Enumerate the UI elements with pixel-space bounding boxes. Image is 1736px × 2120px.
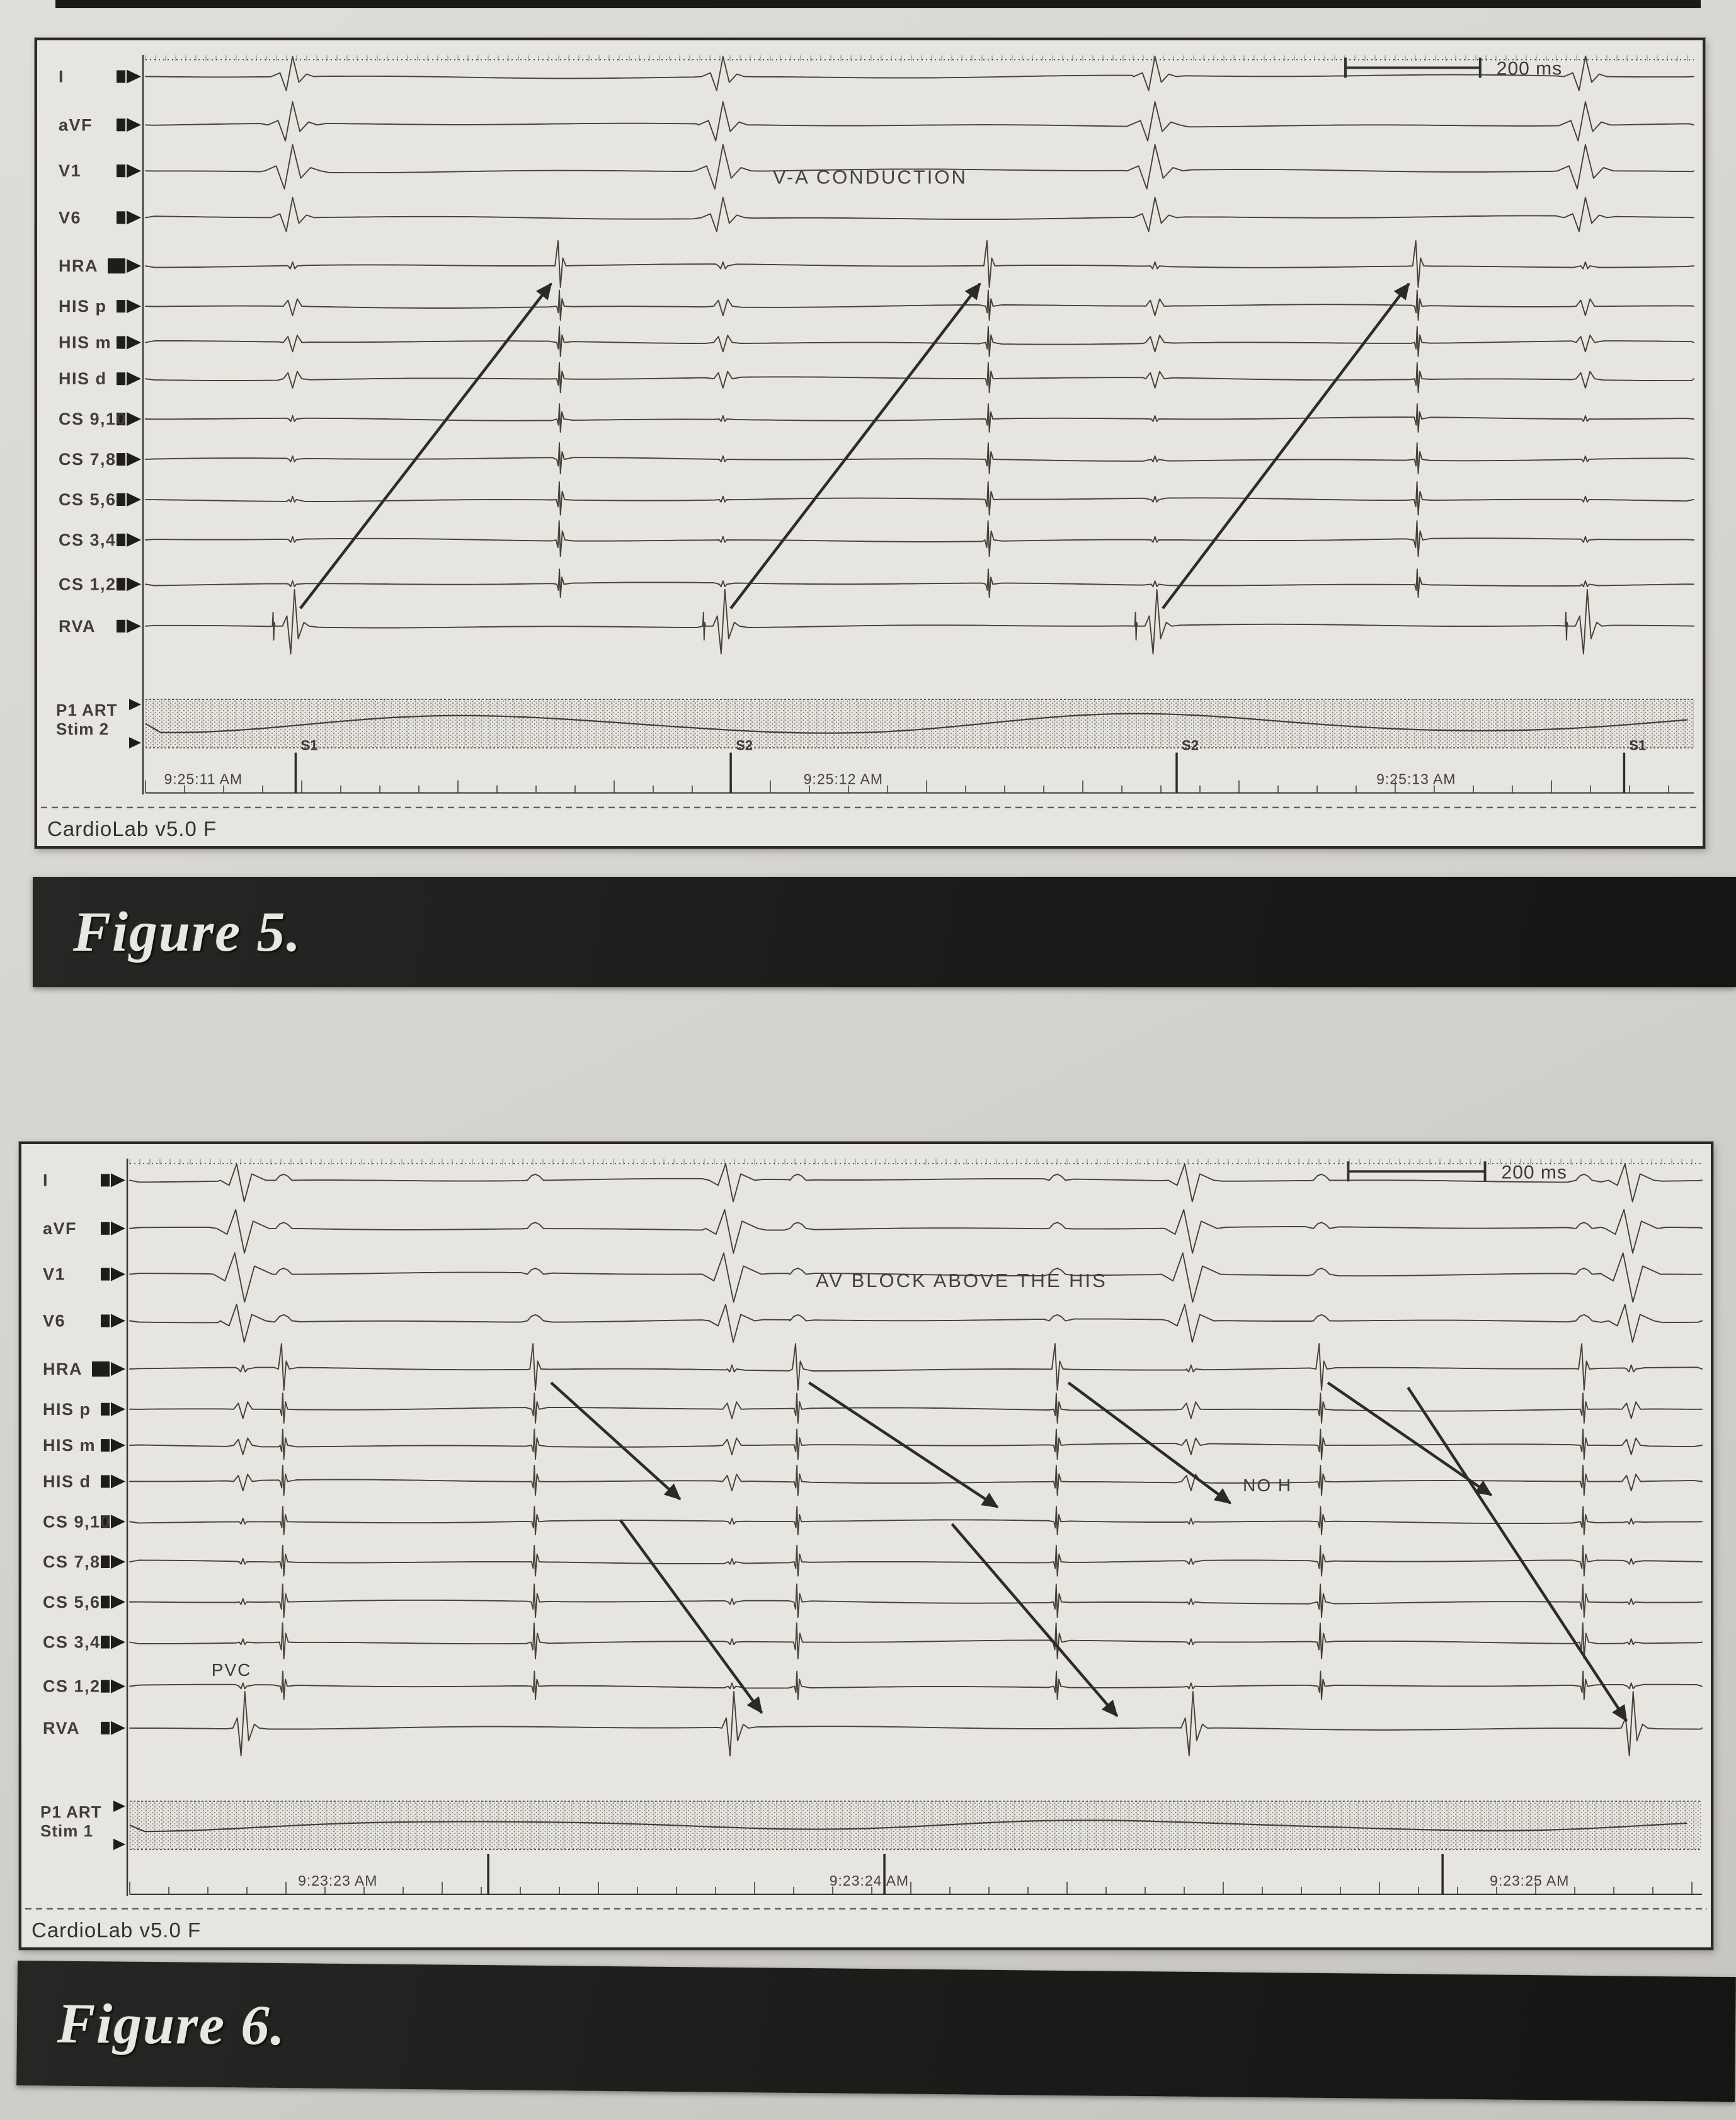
channel-label-cs-7-8: CS 7,8 <box>43 1552 101 1571</box>
stim-marker-label: S1 <box>1629 737 1647 753</box>
timestamp: 9:25:11 AM <box>164 771 243 788</box>
channel-label-his-m: HIS m <box>59 333 112 352</box>
channel-connector-icon <box>117 118 141 132</box>
annotation-pvc: PVC <box>211 1660 252 1680</box>
channel-label-avf: aVF <box>43 1218 77 1238</box>
channel-label-v1: V1 <box>59 161 82 181</box>
stim-marker-label: S2 <box>736 737 753 753</box>
trace-avf <box>146 102 1694 141</box>
channel-connector-icon <box>117 452 141 466</box>
channel-connector-icon <box>117 533 141 547</box>
trace-his-d <box>146 363 1694 393</box>
stim-channel-label: Stim 1 <box>40 1821 94 1840</box>
trace-cs-5-6 <box>130 1584 1702 1618</box>
trace-his-p <box>146 290 1694 321</box>
conduction-arrow <box>731 284 980 608</box>
channel-label-i: I <box>59 67 65 86</box>
channel-connector-icon <box>117 372 141 386</box>
trace-cs-7-8 <box>146 443 1694 474</box>
channel-label-v1: V1 <box>43 1264 66 1284</box>
trace-cs-1-2 <box>146 569 1694 597</box>
trace-hra <box>146 241 1694 287</box>
channel-label-his-d: HIS d <box>43 1472 91 1491</box>
trace-i <box>146 57 1694 91</box>
channel-label-his-d: HIS d <box>59 369 107 389</box>
channel-label-hra: HRA <box>59 256 98 276</box>
channel-label-cs-1-2: CS 1,2 <box>43 1676 101 1696</box>
channel-connector-icon <box>92 1361 125 1377</box>
trace-v6 <box>146 197 1694 231</box>
channel-connector-icon <box>101 1314 125 1328</box>
trace-i <box>130 1164 1702 1201</box>
conduction-arrow <box>620 1520 762 1713</box>
scale-bar <box>1348 1161 1567 1183</box>
conduction-arrows <box>300 284 1409 608</box>
annotation-no-h: NO H <box>1243 1475 1293 1495</box>
trace-cs-9-10 <box>130 1506 1702 1535</box>
channel-connector-icon <box>101 1268 125 1281</box>
figure5-ep-tracing <box>37 40 1703 846</box>
channel-label-v6: V6 <box>59 208 82 227</box>
channel-connector-icon <box>101 1595 125 1609</box>
arterial-pressure-band <box>129 699 1694 748</box>
trace-cs-1-2 <box>130 1671 1702 1700</box>
channel-label-cs-3-4: CS 3,4 <box>59 530 117 549</box>
figure5-caption: Figure 5. <box>73 901 302 963</box>
conduction-arrow <box>1408 1387 1626 1721</box>
channel-label-cs-5-6: CS 5,6 <box>43 1592 101 1612</box>
time-ruler <box>146 55 1694 61</box>
channel-label-cs-3-4: CS 3,4 <box>43 1632 101 1652</box>
channel-connector-icon <box>101 1636 125 1649</box>
channel-label-cs-1-2: CS 1,2 <box>59 575 117 594</box>
channel-connector-icon <box>117 164 141 178</box>
pressure-channel-label: P1 ART <box>40 1802 102 1821</box>
channel-label-rva: RVA <box>43 1718 81 1738</box>
figure6-caption: Figure 6. <box>57 1992 287 2057</box>
channel-connector-icon <box>117 619 141 633</box>
rhythm-annotation: AV BLOCK ABOVE THE HIS <box>815 1269 1107 1292</box>
software-version-label: CardioLab v5.0 F <box>31 1918 202 1942</box>
trace-cs-3-4 <box>146 521 1694 557</box>
arterial-pressure-band <box>113 1801 1702 1850</box>
stim-channel-label: Stim 2 <box>56 719 110 739</box>
timestamp: 9:25:12 AM <box>803 771 884 788</box>
channel-connector-icon <box>117 493 141 507</box>
channel-connector-icon <box>117 299 141 313</box>
channel-connector-icon <box>101 1402 125 1416</box>
conduction-arrow <box>1068 1383 1230 1503</box>
rhythm-annotation: V-A CONDUCTION <box>772 166 968 188</box>
conduction-arrows <box>551 1383 1626 1721</box>
channel-label-cs-5-6: CS 5,6 <box>59 490 117 510</box>
channel-connector-icon <box>101 1555 125 1569</box>
trace-hra <box>130 1344 1702 1390</box>
trace-v6 <box>130 1305 1702 1343</box>
trace-rva <box>130 1692 1702 1756</box>
scale-bar-label: 200 ms <box>1496 58 1563 79</box>
timestamp: 9:23:24 AM <box>829 1872 910 1889</box>
trace-his-p <box>130 1393 1702 1423</box>
timestamp: 9:23:23 AM <box>298 1872 378 1889</box>
channel-label-cs-9-10: CS 9,10 <box>59 410 127 429</box>
timestamp: 9:23:25 AM <box>1490 1872 1570 1889</box>
trace-cs-7-8 <box>130 1545 1702 1576</box>
trace-avf <box>130 1210 1702 1253</box>
channel-connector-icon <box>101 1173 125 1187</box>
trace-cs-3-4 <box>130 1623 1702 1659</box>
stim-marker-label: S1 <box>300 737 318 753</box>
channel-connector-icon <box>101 1721 125 1735</box>
figure6-caption-bar <box>16 1961 1736 2102</box>
channel-connector-icon <box>101 1222 125 1235</box>
channel-connector-icon <box>101 1680 125 1693</box>
timestamp: 9:25:13 AM <box>1376 771 1456 788</box>
channel-connector-icon <box>117 577 141 591</box>
channel-label-v6: V6 <box>43 1311 66 1331</box>
time-ruler <box>130 1159 1702 1165</box>
channel-connector-icon <box>101 1475 125 1489</box>
trace-his-d <box>130 1465 1702 1496</box>
channel-connector-icon <box>108 258 141 273</box>
channel-connector-icon <box>117 210 141 224</box>
timeline <box>130 1854 1702 1894</box>
trace-his-m <box>146 326 1694 357</box>
channel-label-his-m: HIS m <box>43 1436 96 1455</box>
software-version-label: CardioLab v5.0 F <box>47 817 217 840</box>
trace-rva <box>146 590 1694 654</box>
channel-label-cs-7-8: CS 7,8 <box>59 450 117 469</box>
channel-connector-icon <box>101 1438 125 1452</box>
trace-cs-9-10 <box>146 404 1694 432</box>
figure5-recording-panel <box>35 38 1705 849</box>
channel-connector-icon <box>117 70 141 84</box>
channel-label-cs-9-10: CS 9,10 <box>43 1512 111 1532</box>
stim-marker-label: S2 <box>1182 737 1199 753</box>
pressure-channel-label: P1 ART <box>56 701 118 720</box>
conduction-arrow <box>300 284 551 608</box>
figure6-ep-tracing <box>21 1144 1711 1947</box>
figure6-recording-panel <box>19 1142 1713 1950</box>
channel-label-i: I <box>43 1171 49 1190</box>
previous-caption-bar-edge <box>55 0 1701 8</box>
channel-label-rva: RVA <box>59 616 96 636</box>
channel-label-his-p: HIS p <box>59 297 107 316</box>
channel-connector-icon <box>117 336 141 350</box>
channel-label-avf: aVF <box>59 115 93 135</box>
scale-bar-label: 200 ms <box>1501 1162 1567 1183</box>
conduction-arrow <box>1163 284 1409 608</box>
channel-label-his-p: HIS p <box>43 1399 91 1419</box>
figure5-caption-bar <box>33 877 1736 987</box>
channel-label-hra: HRA <box>43 1360 83 1378</box>
